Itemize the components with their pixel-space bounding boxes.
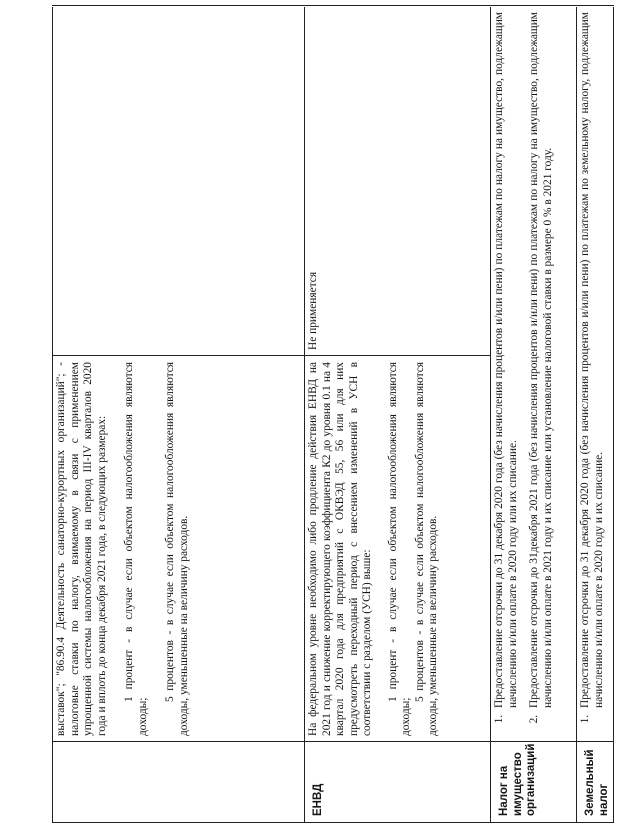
measures-list xyxy=(579,12,606,736)
row-label-land-tax: Земельный налог xyxy=(584,749,610,816)
proposal-text: выставок"; "86.90.4 Деятельность санаторно-курортных организаций"; - налоговые ставки по налогу, взимаемому в связи с применением упрощенной системы налогообложения на период III-IV кварталов 2020 года и вплоть до конца декабря 2021 года, в следующих размерах: xyxy=(55,362,108,736)
list-item: 1. Предоставление отсрочки до 31 декабря 2020 года (без начисления процентов и/или пени) по платежам по налогу на имущество, подлежащим начислению и/или оплате в 2020 году или их списание. xyxy=(493,12,520,712)
option-income-minus-expenses: 5 процентов - в случае если объектом налогообложения являются доходы, уменьшенные на величину расходов. xyxy=(164,362,190,736)
row-proposal-cell xyxy=(304,356,490,742)
option-income: 1 процент - в случае если объектом налогообложения являются доходы; xyxy=(123,362,149,736)
table-row xyxy=(52,5,304,823)
row-measures-cell xyxy=(490,6,576,742)
row-label xyxy=(52,742,304,822)
row-label-envd: ЕНВД xyxy=(312,783,324,816)
list-item: 1. Предоставление отсрочки до 31 декабря 2020 года (без начисления процентов и/или пени) по платежам по земельному налогу, подлежащим начислению и/или оплате в 2020 году и их списание. xyxy=(579,12,606,712)
table-row xyxy=(576,5,614,823)
table-row xyxy=(304,5,490,823)
option-income: 1 процент - в случае если объектом налогообложения являются доходы; xyxy=(386,362,412,736)
measures-list xyxy=(493,12,555,736)
row-measures-cell xyxy=(576,6,614,742)
tax-measures-table xyxy=(52,7,614,823)
row-proposal-cell xyxy=(52,356,304,742)
row-status-cell xyxy=(52,6,304,356)
row-label-property-tax: Налог на имущество организаций xyxy=(498,743,538,816)
proposal-text: На федеральном уровне необходимо либо продление действия ЕНВД на 2021 год и снижение корректирующего коэффициента К2 до уровня 0.1 на 4 квартал 2020 года для предприятий с ОКВЭД 55, 56 или для них предусмотреть переходный период с внесением изменений в УСН в соответствии с разделом (УСН) выше: xyxy=(307,362,373,736)
row-status-cell: Не применяется xyxy=(307,271,319,350)
list-item: 2. Предоставление отсрочки до 31декабря 2021 года (без начисления процентов и/или пени) по платежам по налогу на имущество, подлежащим начислению и/или оплате в 2021 году и их списание или установление налоговой ставки в размере 0 % в 2021 году. xyxy=(528,12,555,712)
option-income-minus-expenses: 5 процентов - в случае если объектом налогообложения являются доходы, уменьшенные на величину расходов. xyxy=(413,362,439,736)
table-row xyxy=(490,5,576,823)
